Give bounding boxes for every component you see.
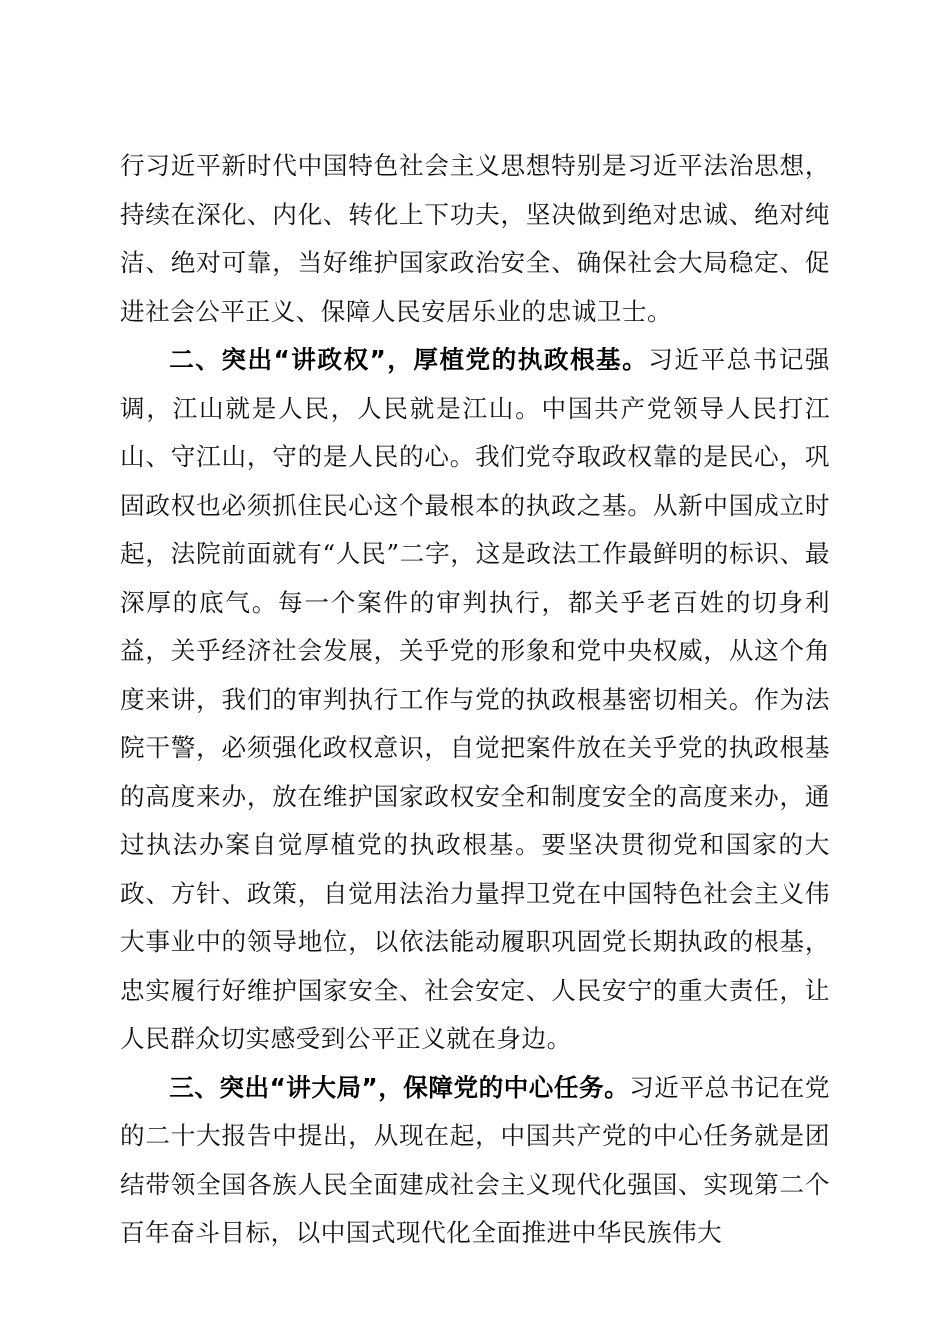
section-three-body: 习近平总书记在党的二十大报告中提出，从现在起，中国共产党的中心任务就是团结带领全国各族人民全面建成社会主义现代化强国、实现第二个百年奋斗目标，以中国式现代化全面推进中华民族伟大 [120, 1072, 830, 1247]
section-two-body: 习近平总书记强调，江山就是人民，人民就是江山。中国共产党领导人民打江山、守江山，守的是人民的心。我们党夺取政权靠的是民心，巩固政权也必须抓住民心这个最根本的执政之基。从新中国成立时起，法院前面就有“人民”二字，这是政法工作最鲜明的标识、最深厚的底气。每一个案件的审判执行，都关乎老百姓的切身利益，关乎经济社会发展，关乎党的形象和党中央权威，从这个角度来讲，我们的审判执行工作与党的执政根基密切相关。作为法院干警，必须强化政权意识，自觉把案件放在关乎党的执政根基的高度来办，放在维护国家政权安全和制度安全的高度来办，通过执法办案自觉厚植党的执政根基。要坚决贯彻党和国家的大政、方针、政策，自觉用法治力量捍卫党在中国特色社会主义伟大事业中的领导地位，以依法能动履职巩固党长期执政的根基，忠实履行好维护国家安全、社会安定、人民安宁的重大责任，让人民群众切实感受到公平正义就在身边。 [120, 345, 830, 1053]
document-body [120, 142, 830, 1258]
section-three-paragraph [120, 1064, 830, 1258]
section-three-heading: 三、突出“讲大局”，保障党的中心任务。 [169, 1072, 630, 1102]
section-two-heading: 二、突出“讲政权”，厚植党的执政根基。 [169, 345, 649, 374]
continuation-paragraph: 行习近平新时代中国特色社会主义思想特别是习近平法治思想，持续在深化、内化、转化上下功夫，坚决做到绝对忠诚、绝对纯洁、绝对可靠，当好维护国家政治安全、确保社会大局稳定、促进社会公平正义、保障人民安居乐业的忠诚卫士。 [120, 151, 830, 326]
section-two-paragraph [120, 336, 830, 1064]
